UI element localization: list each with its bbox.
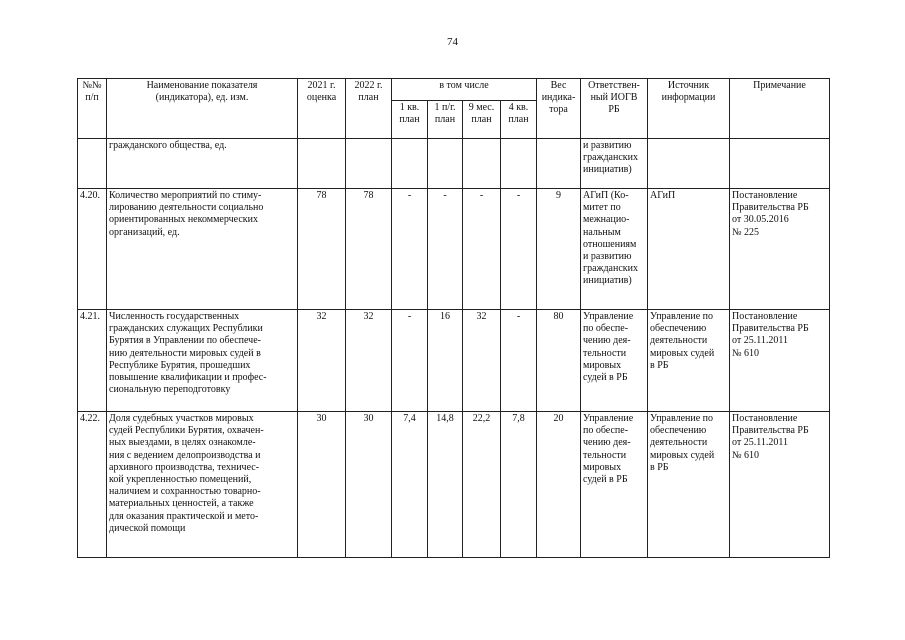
row-name: Количество мероприятий по стиму- лированию деятельности социально ориентированных некоммерческих организаций, ед. xyxy=(107,189,298,310)
row-2022: 32 xyxy=(346,310,392,412)
header-num: №№ п/п xyxy=(78,79,107,139)
row-note: Постановление Правительства РБ от 30.05.2016 № 225 xyxy=(730,189,830,310)
row-responsible: Управление по обеспе- чению дея- тельности мировых судей в РБ xyxy=(581,310,648,412)
row-q1: - xyxy=(392,189,428,310)
indicators-table xyxy=(77,78,830,558)
row-q4: - xyxy=(501,310,537,412)
row-note: Постановление Правительства РБ от 25.11.2011 № 610 xyxy=(730,412,830,558)
row-q4 xyxy=(501,139,537,189)
row-weight xyxy=(537,139,581,189)
row-note xyxy=(730,139,830,189)
table-header-row xyxy=(78,79,830,101)
header-q1: 1 кв. план xyxy=(392,101,428,139)
row-name: Численность государственных гражданских служащих Республики Бурятия в Управлении по обеспече- нию деятельности мировых судей в Республике Бурятия, прошедших повышение квалификации и профес- сиональную переподготовку xyxy=(107,310,298,412)
row-9m: - xyxy=(463,189,501,310)
row-weight: 20 xyxy=(537,412,581,558)
row-weight: 9 xyxy=(537,189,581,310)
row-2022: 78 xyxy=(346,189,392,310)
row-num xyxy=(78,139,107,189)
row-2021: 78 xyxy=(298,189,346,310)
header-q4: 4 кв. план xyxy=(501,101,537,139)
table-row xyxy=(78,139,830,189)
header-name: Наименование показателя (индикатора), ед. изм. xyxy=(107,79,298,139)
row-h1 xyxy=(428,139,463,189)
row-q1 xyxy=(392,139,428,189)
row-9m: 22,2 xyxy=(463,412,501,558)
row-responsible: Управление по обеспе- чению дея- тельности мировых судей в РБ xyxy=(581,412,648,558)
row-num: 4.21. xyxy=(78,310,107,412)
row-q1: - xyxy=(392,310,428,412)
row-h1: 14,8 xyxy=(428,412,463,558)
header-note: Примечание xyxy=(730,79,830,139)
row-note: Постановление Правительства РБ от 25.11.2011 № 610 xyxy=(730,310,830,412)
header-9m: 9 мес. план xyxy=(463,101,501,139)
row-source: Управление по обеспечению деятельности мировых судей в РБ xyxy=(648,310,730,412)
row-h1: - xyxy=(428,189,463,310)
table-row xyxy=(78,412,830,558)
row-source: Управление по обеспечению деятельности мировых судей в РБ xyxy=(648,412,730,558)
row-2021: 32 xyxy=(298,310,346,412)
row-9m: 32 xyxy=(463,310,501,412)
header-h1: 1 п/г. план xyxy=(428,101,463,139)
row-source: АГиП xyxy=(648,189,730,310)
row-num: 4.22. xyxy=(78,412,107,558)
header-including: в том числе xyxy=(392,79,537,101)
row-2022: 30 xyxy=(346,412,392,558)
row-num: 4.20. xyxy=(78,189,107,310)
header-weight: Вес индика- тора xyxy=(537,79,581,139)
header-2022: 2022 г. план xyxy=(346,79,392,139)
row-9m xyxy=(463,139,501,189)
row-q4: - xyxy=(501,189,537,310)
row-q4: 7,8 xyxy=(501,412,537,558)
row-weight: 80 xyxy=(537,310,581,412)
page-number: 74 xyxy=(447,36,458,48)
table-row xyxy=(78,310,830,412)
row-responsible: АГиП (Ко- митет по межнацио- нальным отношениям и развитию гражданских инициатив) xyxy=(581,189,648,310)
header-2021: 2021 г. оценка xyxy=(298,79,346,139)
row-2022 xyxy=(346,139,392,189)
header-responsible: Ответствен- ный ИОГВ РБ xyxy=(581,79,648,139)
row-responsible: и развитию гражданских инициатив) xyxy=(581,139,648,189)
row-2021: 30 xyxy=(298,412,346,558)
header-source: Источник информации xyxy=(648,79,730,139)
row-name: Доля судебных участков мировых судей Республики Бурятия, охвачен- ных выездами, в целях ознакомле- ния с ведением делопроизводства и архивного производства, техничес- кой укрепленностью помещений, наличием и сохранностью товарно- материальных ценностей, а также для оказания практической и мето- дической помощи xyxy=(107,412,298,558)
table-row xyxy=(78,189,830,310)
row-h1: 16 xyxy=(428,310,463,412)
row-2021 xyxy=(298,139,346,189)
row-name: гражданского общества, ед. xyxy=(107,139,298,189)
row-source xyxy=(648,139,730,189)
row-q1: 7,4 xyxy=(392,412,428,558)
